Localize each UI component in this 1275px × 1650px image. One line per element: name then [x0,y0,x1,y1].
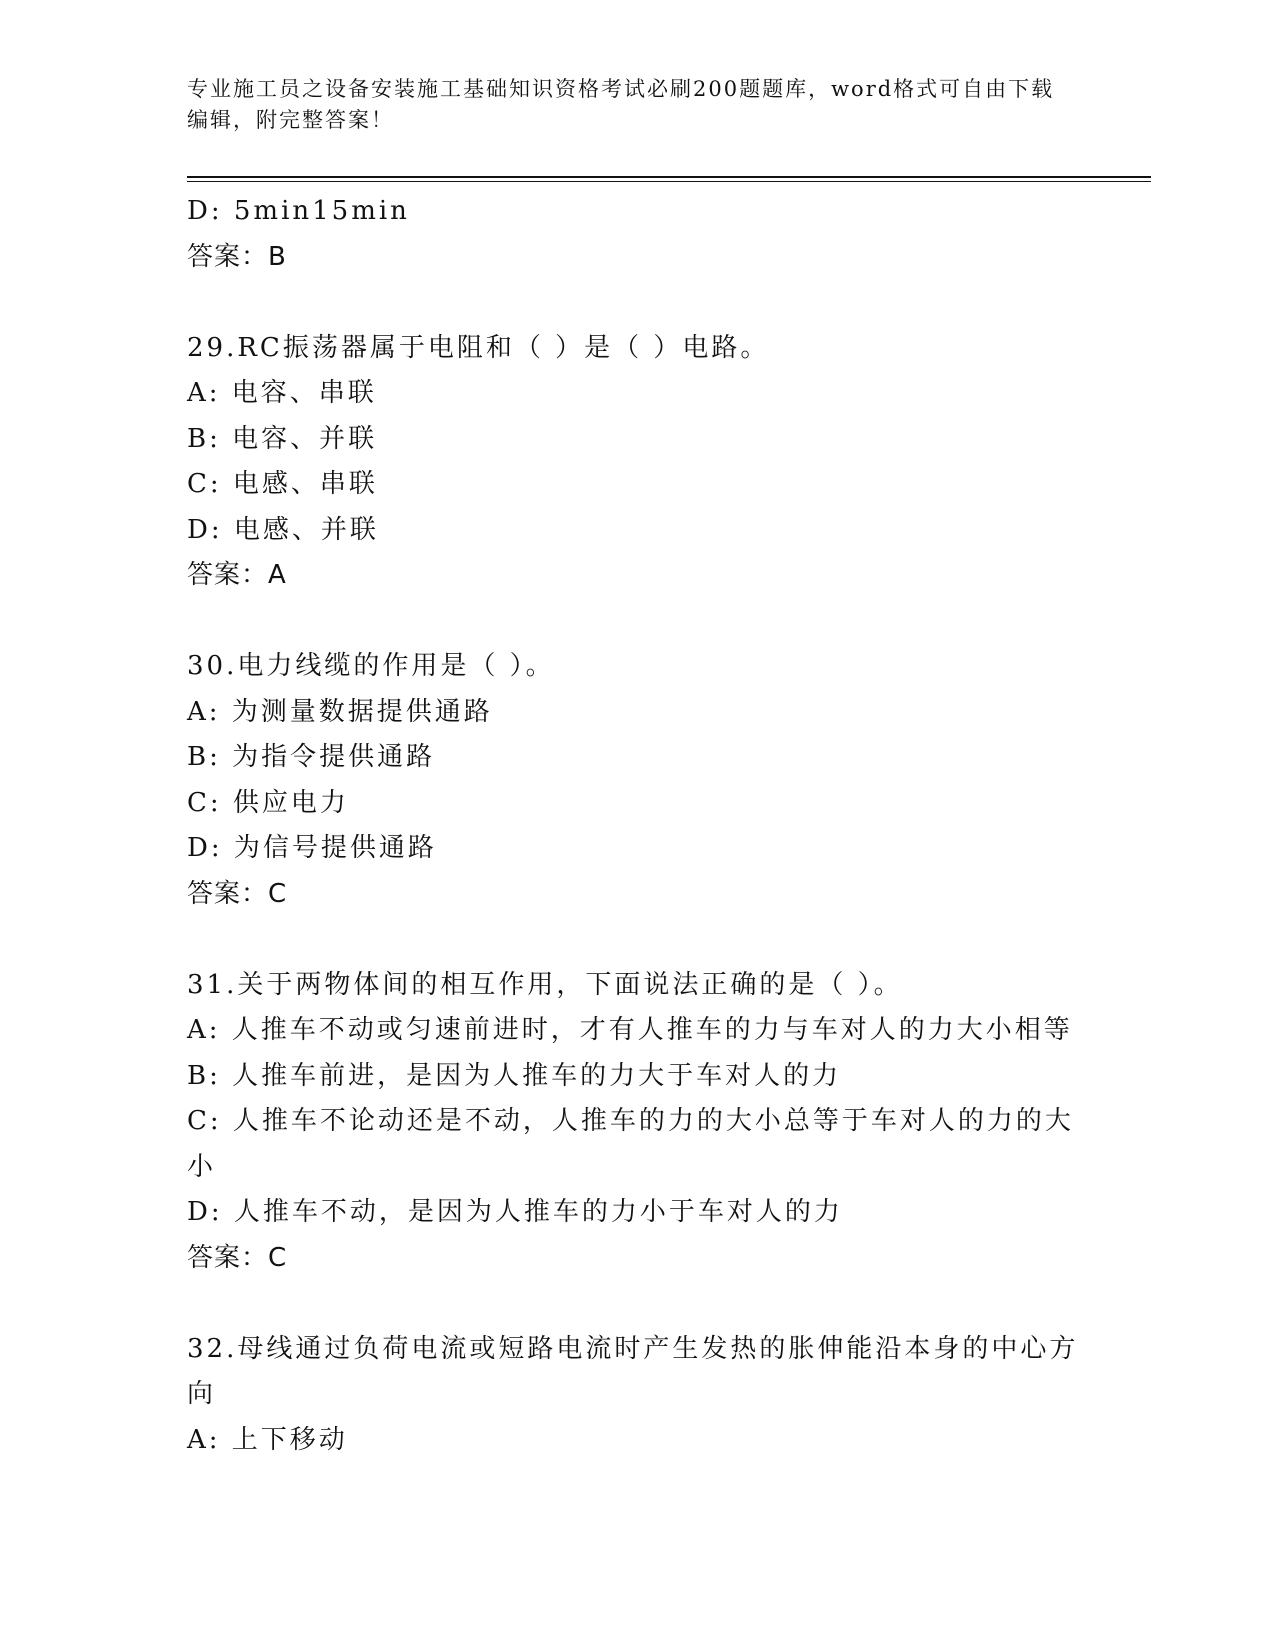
answer-label: 答案：C [187,878,288,909]
option-a: A: 电容、串联 [187,378,377,408]
option-d: D: 电感、并联 [187,514,379,545]
answer-label: 答案：C [187,1242,288,1273]
spacer [187,599,1087,645]
question-stem: 32.母线通过负荷电流或短路电流时产生发热的胀伸能沿本身的中心方向 [187,1333,1079,1409]
document-header: 专业施工员之设备安装施工基础知识资格考试必刷200题题库，word格式可自由下载编辑，附完整答案！ [187,77,1055,132]
option-c: C: 电感、串联 [187,469,378,499]
header-divider-thick [187,176,1151,178]
question-list [187,189,1087,1463]
header-divider-thin [187,181,1151,182]
option-c: C: 人推车不论动还是不动，人推车的力的大小总等于车对人的力的大小 [187,1106,1074,1182]
option-b: B: 电容、并联 [187,423,378,454]
option-c: C: 供应电力 [187,787,349,818]
question-31 [187,963,1087,1282]
spacer [187,1281,1087,1327]
option-a: A: 为测量数据提供通路 [187,696,493,727]
answer-label: 答案：A [187,560,287,590]
question-30 [187,644,1087,917]
option-b: B: 为指令提供通路 [187,742,436,772]
option-b: B: 人推车前进，是因为人推车的力大于车对人的力 [187,1060,842,1091]
option-a: A: 上下移动 [187,1424,348,1455]
question-stem: 31.关于两物体间的相互作用，下面说法正确的是（ ）。 [187,969,903,1000]
spacer [187,280,1087,326]
spacer [187,917,1087,963]
option-d: D: 5min15min [187,196,410,226]
option-d: D: 人推车不动，是因为人推车的力小于车对人的力 [187,1197,843,1227]
question-stem: 30.电力线缆的作用是（ ）。 [187,651,555,681]
answer-label: 答案：B [187,241,287,272]
option-a: A: 人推车不动或匀速前进时，才有人推车的力与车对人的力大小相等 [187,1015,1073,1045]
option-d: D: 为信号提供通路 [187,833,437,863]
question-28 [187,189,1087,280]
question-32 [187,1327,1087,1464]
question-29 [187,326,1087,599]
question-stem: 29.RC振荡器属于电阻和（ ）是（ ）电路。 [187,332,770,363]
